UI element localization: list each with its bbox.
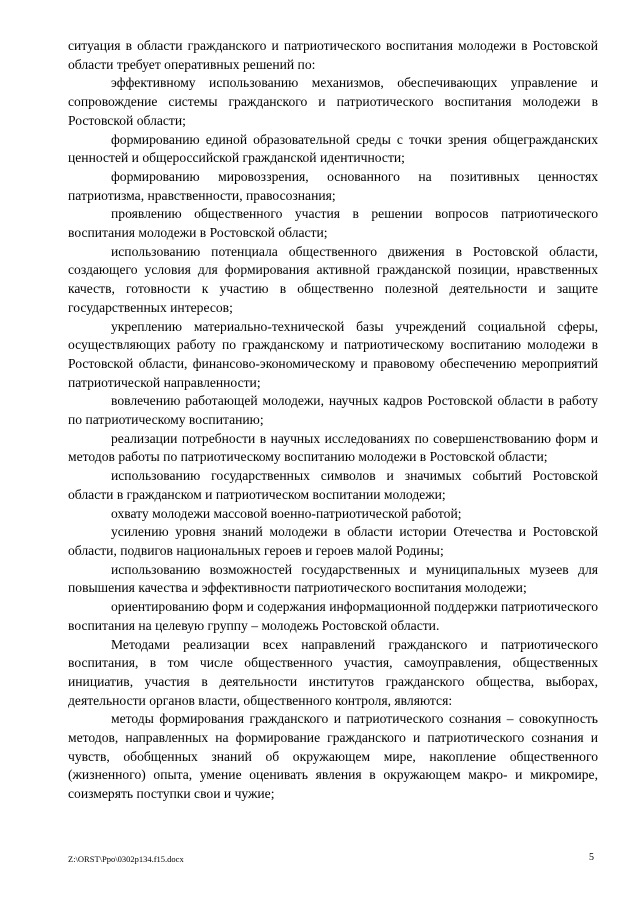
paragraph: формированию единой образовательной среды с точки зрения общегражданских ценностей и общероссийской гражданской идентичности; — [68, 131, 598, 166]
paragraph: Методами реализации всех направлений гражданского и патриотического воспитания, в том числе общественного участия, самоуправления, общественных инициатив, участия в деятельности институтов гражданского общества, выборах, деятельности органов власти, общественного контроля, являются: — [68, 636, 598, 708]
footer-file-path: Z:\ORST\Ppo\0302p134.f15.docx — [68, 854, 184, 864]
document-body — [68, 37, 598, 804]
paragraph: формированию мировоззрения, основанного на позитивных ценностях патриотизма, нравственности, правосознания; — [68, 168, 598, 203]
paragraph: реализации потребности в научных исследованиях по совершенствованию форм и методов работы по патриотическому воспитанию молодежи в Ростовской области; — [68, 430, 598, 465]
paragraph: использованию потенциала общественного движения в Ростовской области, создающего условия для формирования активной гражданской позиции, нравственных качеств, готовности к участию в общественно полезной деятельности и защите государственных интересов; — [68, 243, 598, 315]
paragraph: использованию возможностей государственных и муниципальных музеев для повышения качества и эффективности патриотического воспитания молодежи; — [68, 561, 598, 596]
paragraph: укреплению материально-технической базы учреждений социальной сферы, осуществляющих работу по гражданскому и патриотическому воспитанию молодежи в Ростовской области, финансово-экономическому и правовому обеспечению мероприятий патриотической направленности; — [68, 318, 598, 390]
paragraph: эффективному использованию механизмов, обеспечивающих управление и сопровождение системы гражданского и патриотического воспитания молодежи в Ростовской области; — [68, 75, 598, 128]
paragraph: проявлению общественного участия в решении вопросов патриотического воспитания молодежи в Ростовской области; — [68, 206, 598, 241]
paragraph: охвату молодежи массовой военно-патриотической работой; — [111, 505, 462, 521]
paragraph: ориентированию форм и содержания информационной поддержки патриотического воспитания на целевую группу – молодежь Ростовской области. — [68, 599, 598, 633]
page-number: 5 — [589, 852, 594, 863]
paragraph: ситуация в области гражданского и патриотического воспитания молодежи в Ростовской области требует оперативных решений по: — [68, 38, 598, 72]
paragraph: использованию государственных символов и значимых событий Ростовской области в гражданском и патриотическом воспитании молодежи; — [68, 468, 598, 502]
paragraph: вовлечению работающей молодежи, научных кадров Ростовской области в работу по патриотическому воспитанию; — [68, 393, 598, 428]
paragraph: методы формирования гражданского и патриотического сознания – совокупность методов, направленных на формирование гражданского и патриотического сознания и чувств, обобщенных знаний об окружающем мире, накопление общественного (жизненного) опыта, умение оценивать явления в окружающем макро- и микромире, соизмерять поступки свои и чужие; — [68, 711, 598, 802]
paragraph: усилению уровня знаний молодежи в области истории Отечества и Ростовской области, подвигов национальных героев и героев малой Родины; — [68, 524, 598, 558]
